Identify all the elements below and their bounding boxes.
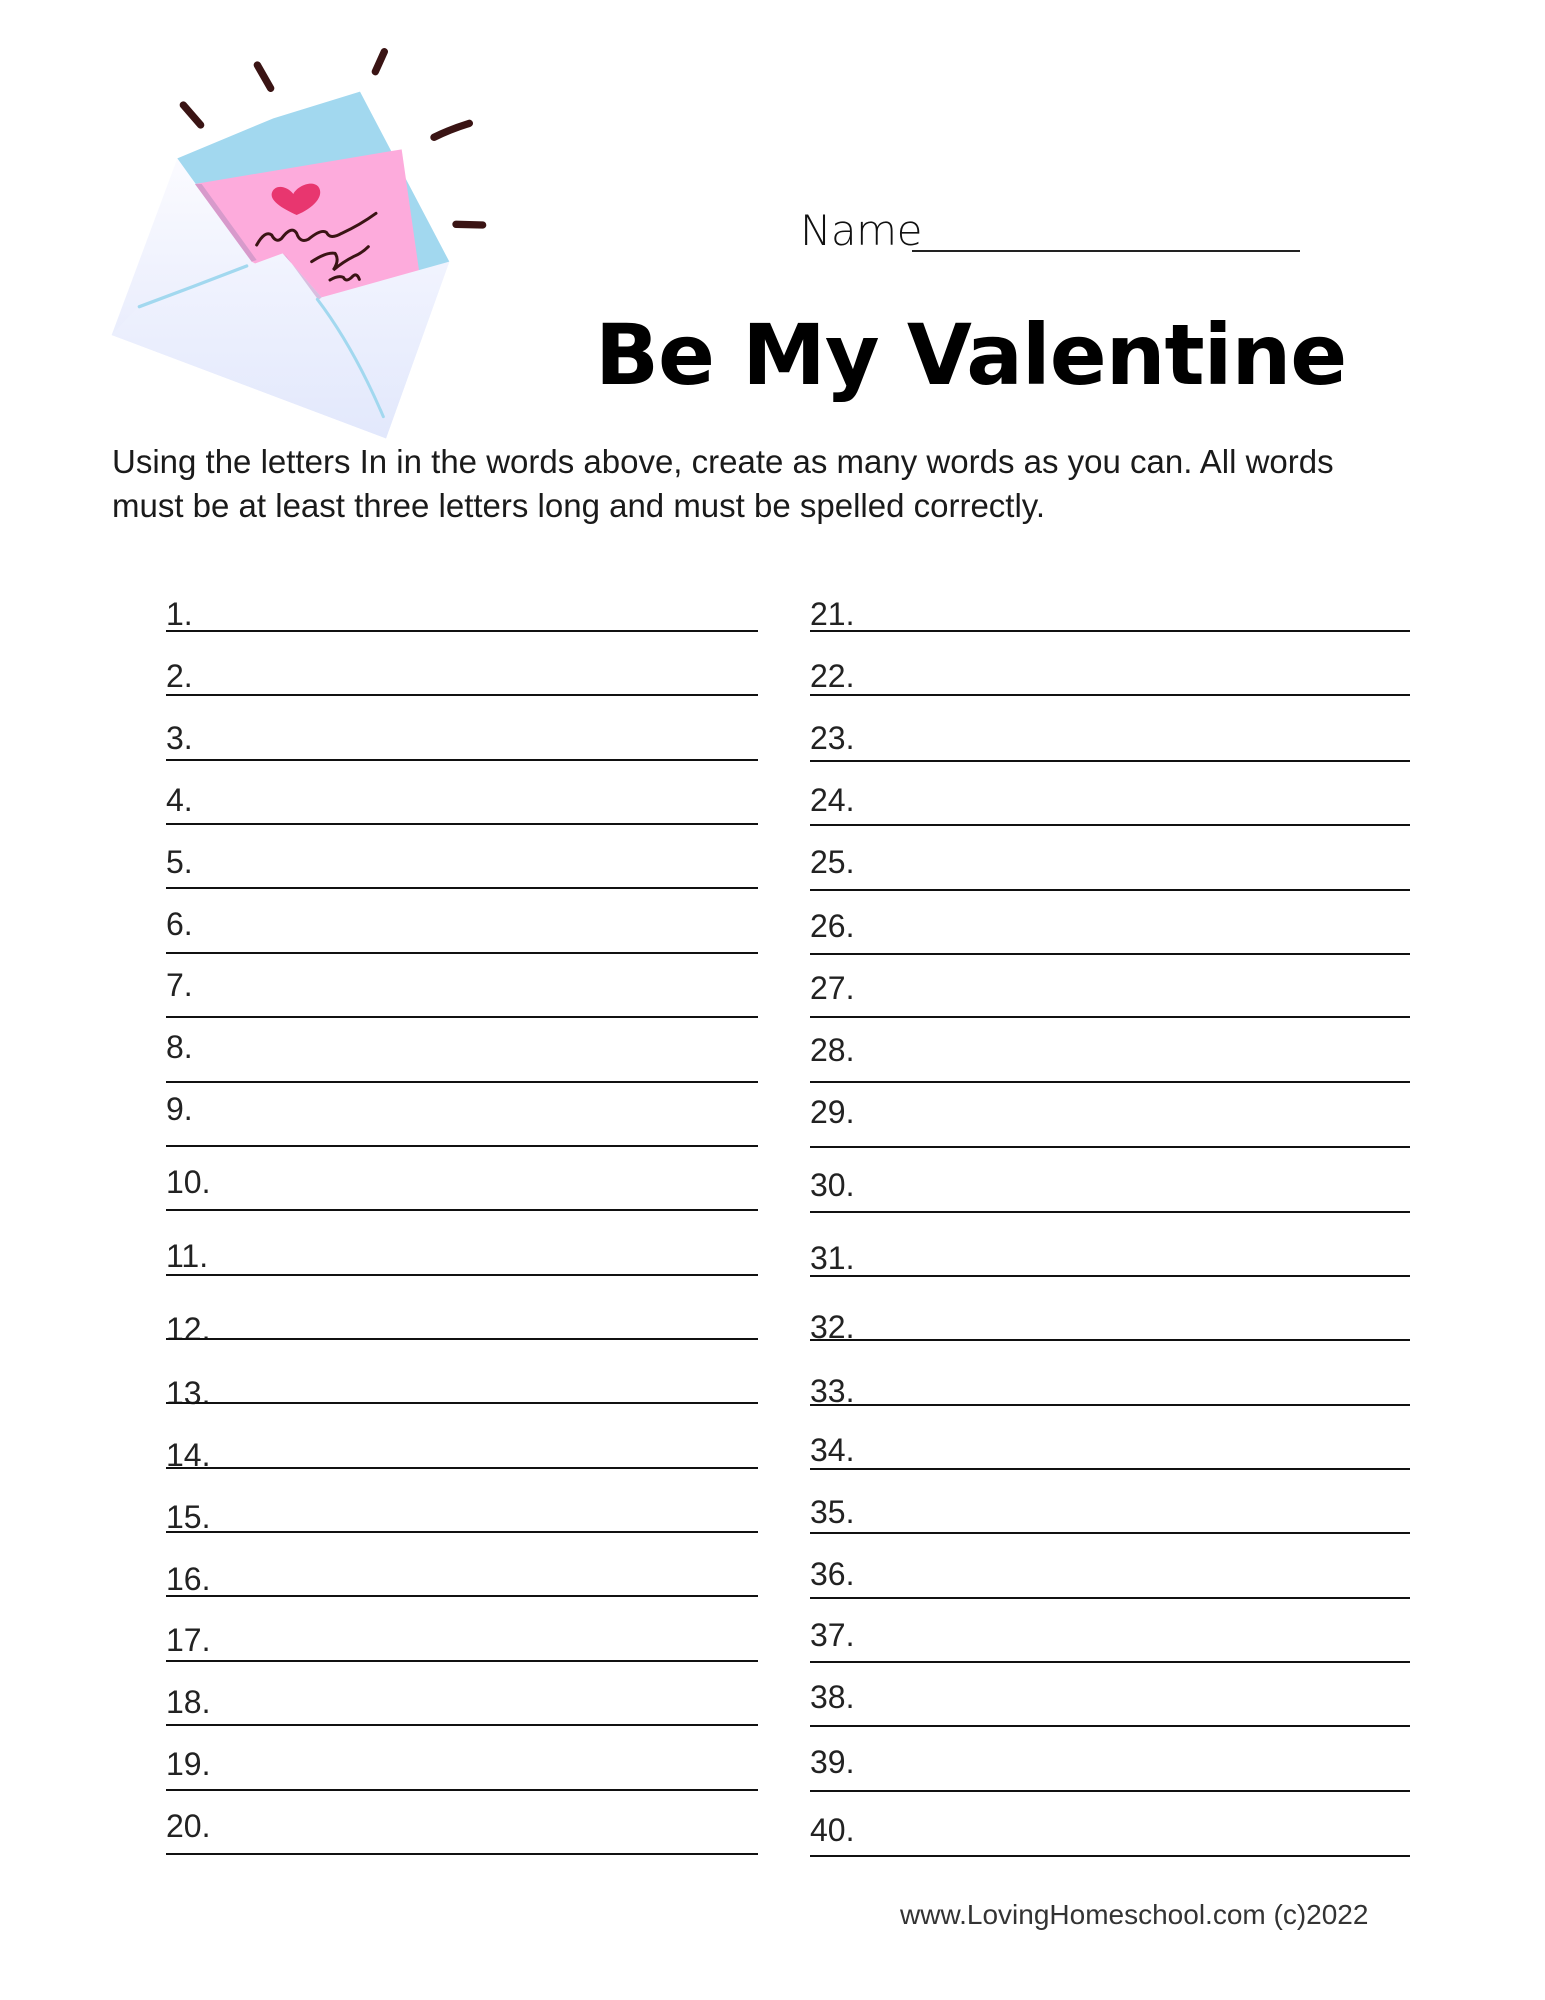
- answer-number-label: 32.: [810, 1309, 855, 1346]
- answer-line[interactable]: [166, 1081, 758, 1083]
- answer-number-label: 39.: [810, 1743, 855, 1780]
- answer-line[interactable]: [166, 1145, 758, 1147]
- answer-line[interactable]: [166, 694, 758, 696]
- answer-number-label: 33.: [810, 1372, 855, 1409]
- answer-number-label: 20.: [166, 1807, 211, 1844]
- answer-number-label: 13.: [166, 1375, 211, 1412]
- answer-number-label: 9.: [166, 1091, 193, 1128]
- answer-number-label: 34.: [810, 1431, 855, 1468]
- answer-line[interactable]: [810, 1339, 1410, 1341]
- answer-line[interactable]: [810, 694, 1410, 696]
- answer-line[interactable]: [810, 1211, 1410, 1213]
- answer-number-label: 10.: [166, 1164, 211, 1201]
- answer-line[interactable]: [166, 1724, 758, 1726]
- answer-number-label: 17.: [166, 1622, 211, 1659]
- answer-number-label: 5.: [166, 843, 193, 880]
- answer-line[interactable]: [166, 1467, 758, 1469]
- answer-number-label: 40.: [810, 1811, 855, 1848]
- answer-number-label: 18.: [166, 1684, 211, 1721]
- answer-line[interactable]: [810, 1081, 1410, 1083]
- answer-number-label: 4.: [166, 781, 193, 818]
- answer-line[interactable]: [810, 760, 1410, 762]
- answer-number-label: 29.: [810, 1093, 855, 1130]
- answer-line[interactable]: [810, 824, 1410, 826]
- answer-number-label: 2.: [166, 658, 193, 695]
- answer-number-label: 19.: [166, 1746, 211, 1783]
- answer-line[interactable]: [810, 1146, 1410, 1148]
- answer-number-label: 35.: [810, 1493, 855, 1530]
- answer-line[interactable]: [166, 1595, 758, 1597]
- answer-line[interactable]: [166, 759, 758, 761]
- answer-line[interactable]: [166, 1531, 758, 1533]
- answer-number-label: 27.: [810, 969, 855, 1006]
- answer-number-label: 8.: [166, 1029, 193, 1066]
- answer-line[interactable]: [166, 630, 758, 632]
- answer-line[interactable]: [810, 1597, 1410, 1599]
- answer-line[interactable]: [166, 1274, 758, 1276]
- name-field-label: Name: [800, 206, 922, 255]
- answer-number-label: 24.: [810, 781, 855, 818]
- answer-number-label: 22.: [810, 658, 855, 695]
- answer-number-label: 31.: [810, 1240, 855, 1277]
- answer-line[interactable]: [810, 953, 1410, 955]
- answer-line[interactable]: [166, 1338, 758, 1340]
- answer-line[interactable]: [166, 1789, 758, 1791]
- answer-line[interactable]: [810, 1404, 1410, 1406]
- answer-line[interactable]: [166, 1209, 758, 1211]
- answer-line[interactable]: [166, 823, 758, 825]
- answer-number-label: 1.: [166, 596, 193, 633]
- answer-number-label: 12.: [166, 1310, 211, 1347]
- answer-line[interactable]: [810, 1855, 1410, 1857]
- answer-line[interactable]: [810, 1468, 1410, 1470]
- answer-line[interactable]: [810, 1016, 1410, 1018]
- answer-number-label: 21.: [810, 596, 855, 633]
- answer-number-label: 26.: [810, 908, 855, 945]
- answer-number-label: 7.: [166, 967, 193, 1004]
- answer-number-label: 37.: [810, 1617, 855, 1654]
- copyright-footer: www.LovingHomeschool.com (c)2022: [900, 1899, 1369, 1930]
- answer-line[interactable]: [810, 630, 1410, 632]
- answer-line[interactable]: [810, 1725, 1410, 1727]
- answer-line[interactable]: [810, 889, 1410, 891]
- answer-line[interactable]: [810, 1532, 1410, 1534]
- answer-number-label: 16.: [166, 1560, 211, 1597]
- answer-line[interactable]: [166, 1853, 758, 1855]
- answer-number-label: 15.: [166, 1498, 211, 1535]
- love-letter-envelope-icon: [100, 40, 500, 450]
- page-title: Be My Valentine: [595, 306, 1347, 404]
- instructions: [112, 440, 1452, 528]
- instructions-line-1: Using the letters In in the words above, create as many words as you can. All words: [112, 443, 1334, 480]
- instructions-line-2: must be at least three letters long and must be spelled correctly.: [112, 487, 1046, 524]
- answer-number-label: 6.: [166, 905, 193, 942]
- name-field-line[interactable]: [912, 250, 1300, 252]
- answer-number-label: 23.: [810, 720, 855, 757]
- answer-line[interactable]: [166, 952, 758, 954]
- answer-line[interactable]: [166, 1016, 758, 1018]
- answer-line[interactable]: [166, 1660, 758, 1662]
- answer-number-label: 14.: [166, 1436, 211, 1473]
- answer-line[interactable]: [166, 887, 758, 889]
- answer-line[interactable]: [166, 1402, 758, 1404]
- answer-number-label: 30.: [810, 1166, 855, 1203]
- answer-number-label: 38.: [810, 1679, 855, 1716]
- answer-line[interactable]: [810, 1661, 1410, 1663]
- answer-number-label: 25.: [810, 843, 855, 880]
- answer-line[interactable]: [810, 1790, 1410, 1792]
- answer-number-label: 11.: [166, 1237, 209, 1274]
- answer-line[interactable]: [810, 1275, 1410, 1277]
- answer-number-label: 3.: [166, 720, 193, 757]
- answer-number-label: 36.: [810, 1555, 855, 1592]
- answer-number-label: 28.: [810, 1031, 855, 1068]
